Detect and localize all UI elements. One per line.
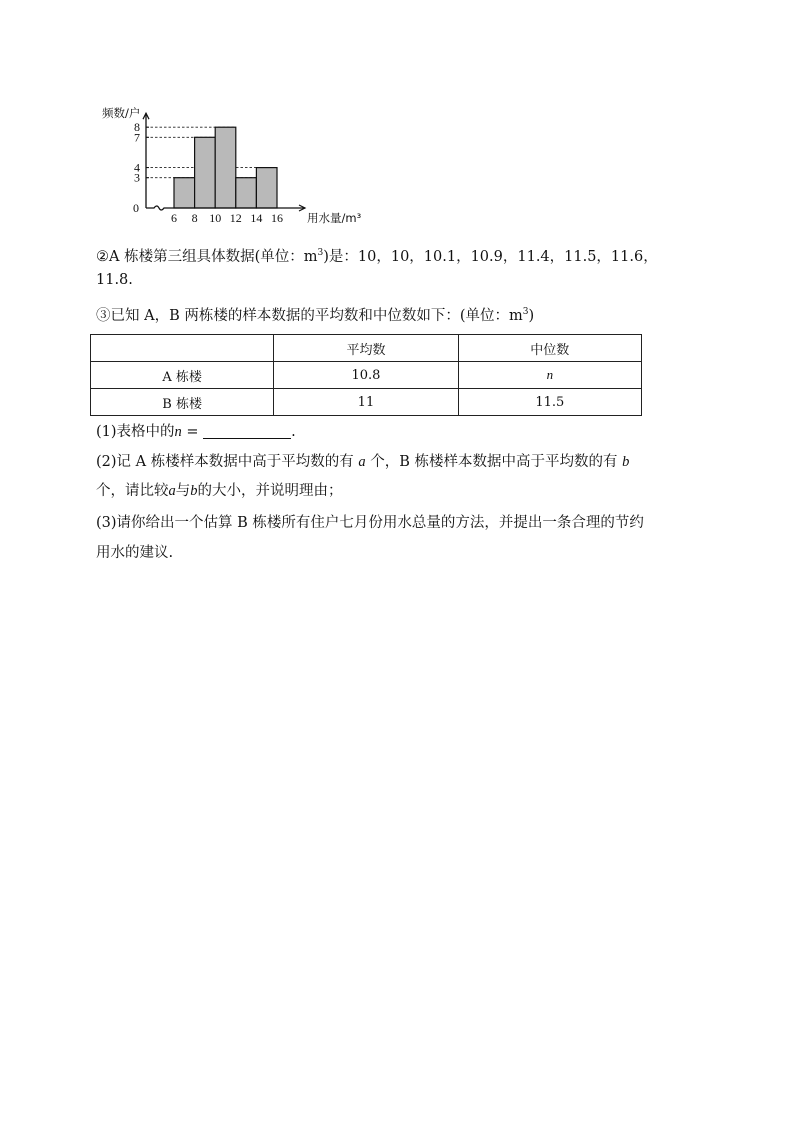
x-axis-label: 用水量/m³ [307,211,362,225]
table-cell: n [458,362,641,389]
histogram-svg [98,100,378,228]
table-cell: 10.8 [274,362,458,389]
stats-table [90,334,642,416]
q3-text-cont: 用水的建议. [96,545,174,561]
question-3-line2 [96,543,173,563]
q1-prefix: (1)表格中的 [96,424,175,440]
item2-line2 [96,270,133,290]
q2-text-e: 的大小，并说明理由； [197,483,343,499]
q2-text-c: 个，请比较 [96,483,169,499]
table-row [91,362,642,389]
q2-text-b: 个，B 栋楼样本数据中高于平均数的有 [370,454,618,470]
x-tick-label: 6 [171,211,177,225]
item3-text-tail: ) [528,307,535,324]
x-tick-label: 14 [250,211,263,225]
q2-variable-b: b [622,454,630,470]
histogram-bar [174,178,195,208]
q1-answer-blank[interactable] [203,424,291,439]
table-cell: 11 [274,389,458,416]
item3-unit-sup: 3 [522,307,529,317]
question-2-line1 [96,452,629,472]
x-tick-label: 10 [209,211,222,225]
y-tick-label: 3 [134,170,140,185]
y-tick-label: 7 [134,130,140,145]
origin-label: 0 [133,201,139,215]
item3-text: ③已知 A，B 两栋楼的样本数据的平均数和中位数如下：(单位：m [96,307,523,324]
question-2-line2 [96,481,343,501]
q2-text-d: 与 [175,483,191,499]
histogram-chart [98,100,378,228]
table-header-row [91,335,642,362]
y-axis-label: 频数/户 [102,106,141,121]
table-header-cell: 平均数 [274,335,458,362]
question-1 [96,422,296,442]
item2-line1 [96,243,658,267]
table-cell: B 栋楼 [91,389,274,416]
q1-variable: n [174,424,182,440]
q1-equals: = [181,424,204,440]
q2-variable-a: a [358,454,366,470]
q1-period: . [291,424,296,440]
q3-text: (3)请你给出一个估算 B 栋楼所有住户七月份用水总量的方法，并提出一条合理的节约 [96,515,644,531]
question-3-line1 [96,513,644,533]
x-tick-label: 16 [271,211,283,225]
histogram-bar [195,137,216,208]
table-header-cell [91,335,274,362]
item2-unit-sup: 3 [317,248,324,258]
y-tick-label: 8 [134,120,140,135]
table-header-cell: 中位数 [458,335,641,362]
histogram-bar [256,168,277,208]
x-tick-label: 12 [229,211,242,225]
item2-text-tail: )是：10，10，10.1，10.9，11.4，11.5，11.6， [323,248,658,265]
table-cell: 11.5 [458,389,641,416]
item2-text-cont: 11.8. [96,272,133,288]
x-tick-label: 8 [191,211,198,225]
histogram-bar [236,178,257,208]
item2-text: ②A 栋楼第三组具体数据(单位：m [96,248,318,265]
q2-variable-b2: b [190,483,198,499]
q2-variable-a2: a [168,483,176,499]
q2-text-a: (2)记 A 栋楼样本数据中高于平均数的有 [96,454,354,470]
table-cell: A 栋楼 [91,362,274,389]
histogram-bar [215,127,236,208]
table-row [91,389,642,416]
item3-line [96,302,534,326]
y-tick-label: 4 [134,160,140,175]
